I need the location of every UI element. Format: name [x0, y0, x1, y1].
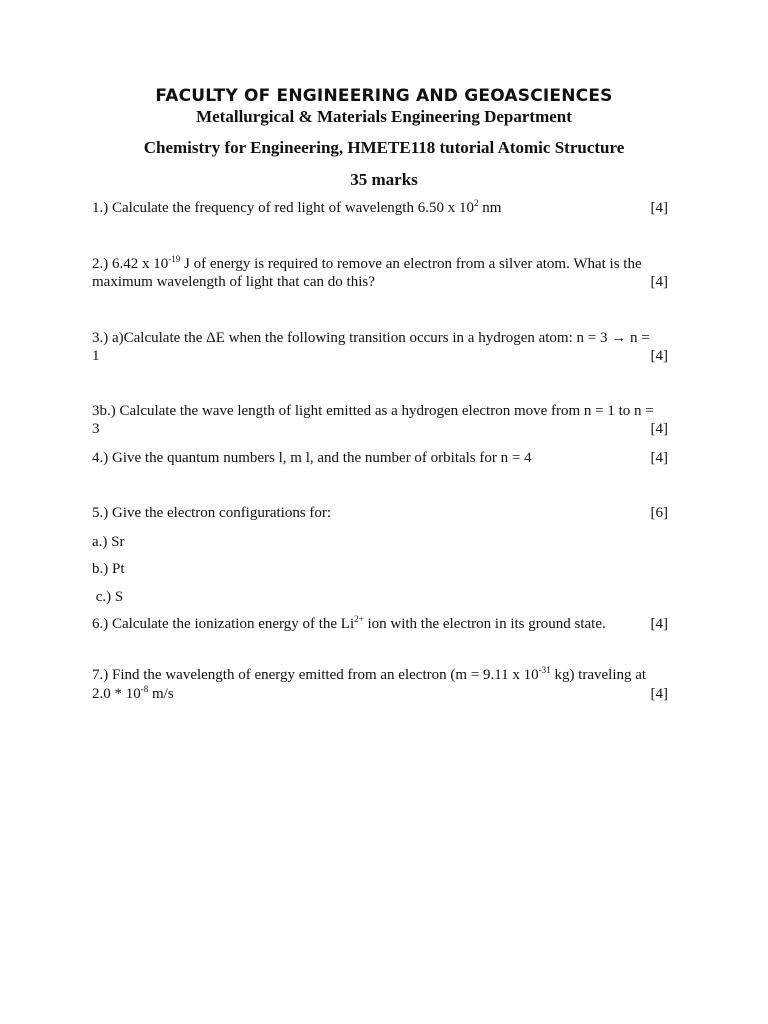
question-3b-line-1: 3b.) Calculate the wave length of light emitted as a hydrogen electron move from n = 1 to n = — [92, 403, 654, 419]
question-1 — [92, 199, 682, 217]
question-5: 5.) Give the electron configurations for: — [92, 505, 332, 521]
question-3b-line-2: 3 — [92, 421, 100, 437]
department-title: Metallurgical & Materials Engineering Department — [196, 107, 572, 126]
question-3a-line-2: 1 — [92, 348, 100, 364]
question-7-text-2: 2.0 * 10 — [92, 686, 141, 702]
question-4: 4.) Give the quantum numbers l, m l, and the number of orbitals for n = 4 — [92, 450, 532, 466]
question-1-text-end: nm — [478, 200, 502, 216]
question-7-exponent-2: -8 — [140, 684, 149, 694]
question-2-exponent: -19 — [168, 254, 181, 264]
question-3a-marks: [4] — [650, 348, 668, 364]
question-3a-line-1: 3.) a)Calculate the ΔE when the following transition occurs in a hydrogen atom: n = 3 → n = — [92, 330, 650, 346]
total-marks: 35 marks — [350, 170, 418, 189]
question-6-text: 6.) Calculate the ionization energy of the Li — [92, 616, 355, 632]
question-6-text-end: ion with the electron in its ground state. — [363, 616, 606, 632]
question-6-marks: [4] — [650, 616, 668, 632]
question-5-part-a: a.) Sr — [92, 534, 125, 550]
question-4-marks: [4] — [650, 450, 668, 466]
course-title: Chemistry for Engineering, HMETE118 tutorial Atomic Structure — [143, 138, 625, 157]
question-7-line-1 — [92, 666, 682, 684]
faculty-title: FACULTY OF ENGINEERING AND GEOASCIENCES — [155, 86, 613, 106]
question-7-text: 7.) Find the wavelength of energy emitted from an electron (m = 9.11 x 10 — [92, 667, 539, 683]
question-2-text-cont: J of energy is required to remove an electron from a silver atom. What is the — [180, 256, 642, 272]
question-7-text-2-end: m/s — [148, 686, 174, 702]
question-7-text-cont: kg) traveling at — [550, 667, 647, 683]
question-7-exponent-1: -31 — [538, 665, 551, 675]
question-2-marks: [4] — [650, 274, 668, 290]
question-2-text: 2.) 6.42 x 10 — [92, 256, 169, 272]
question-1-text: 1.) Calculate the frequency of red light of wavelength 6.50 x 10 — [92, 200, 474, 216]
question-7-marks: [4] — [650, 686, 668, 702]
question-6-charge: 2+ — [354, 614, 364, 624]
question-6 — [92, 615, 682, 633]
question-7-line-2 — [92, 685, 682, 703]
question-2-line-2: maximum wavelength of light that can do this? — [92, 274, 375, 290]
question-5-part-b: b.) Pt — [92, 561, 125, 577]
question-5-part-c: c.) S — [92, 589, 124, 605]
question-5-marks: [6] — [650, 505, 668, 521]
question-1-marks: [4] — [650, 200, 668, 216]
question-3b-marks: [4] — [650, 421, 668, 437]
question-2-line-1 — [92, 255, 682, 273]
question-1-exponent: 2 — [473, 198, 479, 208]
